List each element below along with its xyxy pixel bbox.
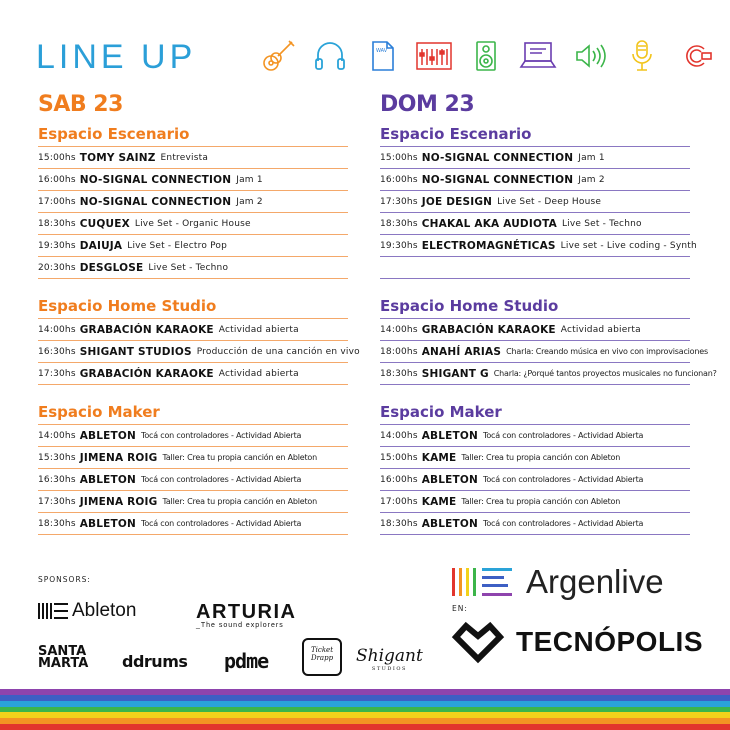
schedule-row — [380, 490, 690, 512]
row-artist: ELECTROMAGNÉTICAS — [421, 239, 556, 252]
row-artist: KAME — [421, 495, 457, 508]
svg-text:WAV: WAV — [376, 48, 388, 54]
row-time: 18:30hs — [380, 518, 418, 529]
row-description: Tocá con controladores - Actividad Abierta — [141, 431, 302, 440]
row-description: Live Set - Deep House — [497, 196, 602, 207]
row-artist: NO-SIGNAL CONNECTION — [421, 151, 574, 164]
schedule-list — [380, 424, 690, 535]
sun-escenario-section — [380, 125, 697, 279]
argenlive-bars-icon — [450, 565, 518, 599]
row-time: 15:00hs — [380, 152, 418, 163]
microphone-icon — [622, 36, 662, 76]
saturday-day-heading: SAB 23 — [38, 92, 123, 117]
row-description: Taller: Crea tu propia canción en Ableton — [162, 453, 317, 462]
row-description: Tocá con controladores - Actividad Abierta — [483, 475, 644, 484]
schedule-row — [38, 146, 348, 168]
tecnopolis-logo — [452, 622, 703, 662]
row-description: Taller: Crea tu propia canción en Ableton — [162, 497, 317, 506]
row-description: Live Set - Electro Pop — [127, 240, 228, 251]
row-description: Jam 1 — [236, 174, 263, 185]
row-artist: SHIGANT STUDIOS — [79, 345, 192, 358]
section-title: Espacio Maker — [380, 403, 502, 421]
row-description: Actividad abierta — [560, 324, 641, 335]
schedule-row — [380, 212, 690, 234]
section-title: Espacio Maker — [38, 403, 160, 421]
schedule-list — [38, 146, 348, 279]
row-artist: NO-SIGNAL CONNECTION — [421, 173, 574, 186]
row-artist: ABLETON — [421, 429, 479, 442]
row-artist: DAIUJA — [79, 239, 123, 252]
row-time: 15:00hs — [380, 452, 418, 463]
laptop-icon — [518, 36, 558, 76]
row-time: 14:00hs — [38, 430, 76, 441]
schedule-list — [38, 318, 360, 385]
row-artist: ABLETON — [421, 473, 479, 486]
rainbow-stripe — [0, 689, 730, 730]
row-description: Tocá con controladores - Actividad Abierta — [141, 519, 302, 528]
schedule-row — [380, 146, 690, 168]
santa-marta-logo: SANTA MARTA — [38, 644, 89, 671]
music-icon-strip — [258, 36, 714, 76]
row-time: 16:00hs — [38, 174, 76, 185]
sun-home-section — [380, 297, 717, 385]
arturia-tagline: _The sound explorers — [196, 622, 284, 629]
schedule-row — [380, 168, 690, 190]
mixer-icon — [414, 36, 454, 76]
row-time: 15:00hs — [38, 152, 76, 163]
schedule-row — [380, 256, 690, 278]
en-label: EN: — [452, 604, 468, 613]
cable-icon — [674, 36, 714, 76]
row-artist: JIMENA ROIG — [79, 495, 158, 508]
sunday-column — [380, 92, 702, 119]
schedule-list — [38, 424, 348, 535]
volume-icon — [570, 36, 610, 76]
row-time: 18:30hs — [380, 368, 418, 379]
row-time: 18:30hs — [380, 218, 418, 229]
row-description: Actividad abierta — [218, 324, 299, 335]
row-artist: ABLETON — [79, 517, 137, 530]
ticket-drapp-logo: Ticket Drapp — [302, 638, 342, 676]
ableton-wordmark: Ableton — [72, 600, 137, 621]
row-description: Live Set - Techno — [561, 218, 642, 229]
schedule-row — [38, 340, 360, 362]
section-title: Espacio Escenario — [380, 125, 532, 143]
schedule-row — [38, 468, 348, 490]
row-description: Live Set - Organic House — [134, 218, 251, 229]
row-artist: KAME — [421, 451, 457, 464]
section-title: Espacio Home Studio — [380, 297, 559, 315]
row-artist: ABLETON — [79, 473, 137, 486]
row-artist: ABLETON — [79, 429, 137, 442]
row-time: 18:00hs — [380, 346, 418, 357]
arturia-wordmark: ARTURIA — [196, 601, 297, 623]
row-artist: GRABACIÓN KARAOKE — [79, 367, 214, 380]
row-time: 16:30hs — [38, 474, 76, 485]
tecnopolis-wordmark: TECNÓPOLIS — [516, 626, 704, 657]
sat-maker-section — [38, 403, 348, 535]
row-time: 14:00hs — [380, 324, 418, 335]
row-time: 17:30hs — [38, 368, 76, 379]
wav-file-icon — [362, 36, 402, 76]
argenlive-wordmark: Argenlive — [526, 563, 664, 600]
row-description: Entrevista — [160, 152, 209, 163]
row-description: Tocá con controladores - Actividad Abierta — [141, 475, 302, 484]
schedule-row — [380, 362, 717, 384]
row-artist: TOMY SAINZ — [79, 151, 156, 164]
schedule-row — [38, 490, 348, 512]
pdme-logo: pdme — [224, 649, 269, 673]
row-time: 19:30hs — [380, 240, 418, 251]
row-description: Jam 2 — [578, 174, 605, 185]
row-description: Taller: Crea tu propia canción con Ableton — [461, 497, 621, 506]
row-description: Jam 2 — [236, 196, 263, 207]
row-time: 15:30hs — [38, 452, 76, 463]
schedule-row — [380, 190, 690, 212]
row-artist: SHIGANT G — [421, 367, 489, 380]
schedule-row — [38, 234, 348, 256]
schedule-list — [380, 318, 717, 385]
row-description: Producción de una canción en vivo — [196, 346, 360, 357]
page-title: LINE UP — [36, 38, 197, 76]
schedule-list — [380, 146, 697, 279]
row-time: 14:00hs — [38, 324, 76, 335]
row-description: Live Set - Techno — [148, 262, 229, 273]
row-artist: JOE DESIGN — [421, 195, 493, 208]
row-time: 19:30hs — [38, 240, 76, 251]
row-time: 16:30hs — [38, 346, 76, 357]
speaker-icon — [466, 36, 506, 76]
argenlive-logo — [450, 563, 664, 601]
row-time: 17:00hs — [380, 496, 418, 507]
row-artist: DESGLOSE — [79, 261, 144, 274]
heart-icon — [452, 622, 504, 662]
guitar-icon — [258, 36, 298, 76]
section-title: Espacio Home Studio — [38, 297, 217, 315]
row-artist: NO-SIGNAL CONNECTION — [79, 173, 232, 186]
row-description: Live set - Live coding - Synth — [560, 240, 697, 251]
row-description: Taller: Crea tu propia canción con Ableton — [461, 453, 621, 462]
row-artist: ANAHÍ ARIAS — [421, 345, 502, 358]
schedule-row — [380, 340, 708, 362]
section-title: Espacio Escenario — [38, 125, 190, 143]
row-time: 16:00hs — [380, 474, 418, 485]
row-artist: CHAKAL AKA AUDIOTA — [421, 217, 557, 230]
row-time: 17:30hs — [38, 496, 76, 507]
schedule-row — [380, 234, 697, 256]
ddrums-logo: ddrums — [122, 652, 188, 671]
sat-home-section — [38, 297, 360, 385]
row-artist: GRABACIÓN KARAOKE — [79, 323, 214, 336]
schedule-row — [380, 318, 690, 340]
ableton-bars-icon — [38, 603, 68, 619]
saturday-column — [38, 92, 360, 119]
row-description: Charla: ¿Porqué tantos proyectos musicales no funcionan? — [493, 369, 717, 378]
arturia-logo — [196, 601, 297, 629]
schedule-row — [38, 512, 348, 534]
row-time: 18:30hs — [38, 218, 76, 229]
schedule-row — [380, 468, 690, 490]
schedule-row — [38, 446, 348, 468]
schedule-row — [38, 362, 348, 384]
row-time: 14:00hs — [380, 430, 418, 441]
schedule-row — [38, 424, 348, 446]
row-time: 16:00hs — [380, 174, 418, 185]
row-description: Jam 1 — [578, 152, 605, 163]
row-artist: JIMENA ROIG — [79, 451, 158, 464]
sunday-day-heading: DOM 23 — [380, 92, 475, 117]
schedule-row — [38, 256, 348, 278]
row-artist: CUQUEX — [79, 217, 130, 230]
row-artist: NO-SIGNAL CONNECTION — [79, 195, 232, 208]
row-time: 20:30hs — [38, 262, 76, 273]
schedule-row — [38, 212, 348, 234]
row-description: Charla: Creando música en vivo con improvisaciones — [506, 347, 708, 356]
schedule-row — [38, 190, 348, 212]
row-description: Tocá con controladores - Actividad Abierta — [483, 519, 644, 528]
row-time: 17:00hs — [38, 196, 76, 207]
schedule-row — [38, 168, 348, 190]
shigant-studios-logo: Shigant STUDIOS — [356, 646, 423, 672]
schedule-row — [38, 318, 348, 340]
sat-escenario-section — [38, 125, 348, 279]
schedule-row — [380, 512, 690, 534]
headphones-icon — [310, 36, 350, 76]
row-artist: GRABACIÓN KARAOKE — [421, 323, 556, 336]
row-time: 18:30hs — [38, 518, 76, 529]
schedule-row — [380, 446, 690, 468]
row-artist: ABLETON — [421, 517, 479, 530]
rainbow-band — [0, 724, 730, 730]
row-time: 17:30hs — [380, 196, 418, 207]
sun-maker-section — [380, 403, 690, 535]
row-description: Actividad abierta — [218, 368, 299, 379]
schedule-row — [380, 424, 690, 446]
sponsors-label: SPONSORS: — [38, 575, 91, 584]
row-description: Tocá con controladores - Actividad Abierta — [483, 431, 644, 440]
ableton-logo — [38, 600, 136, 622]
